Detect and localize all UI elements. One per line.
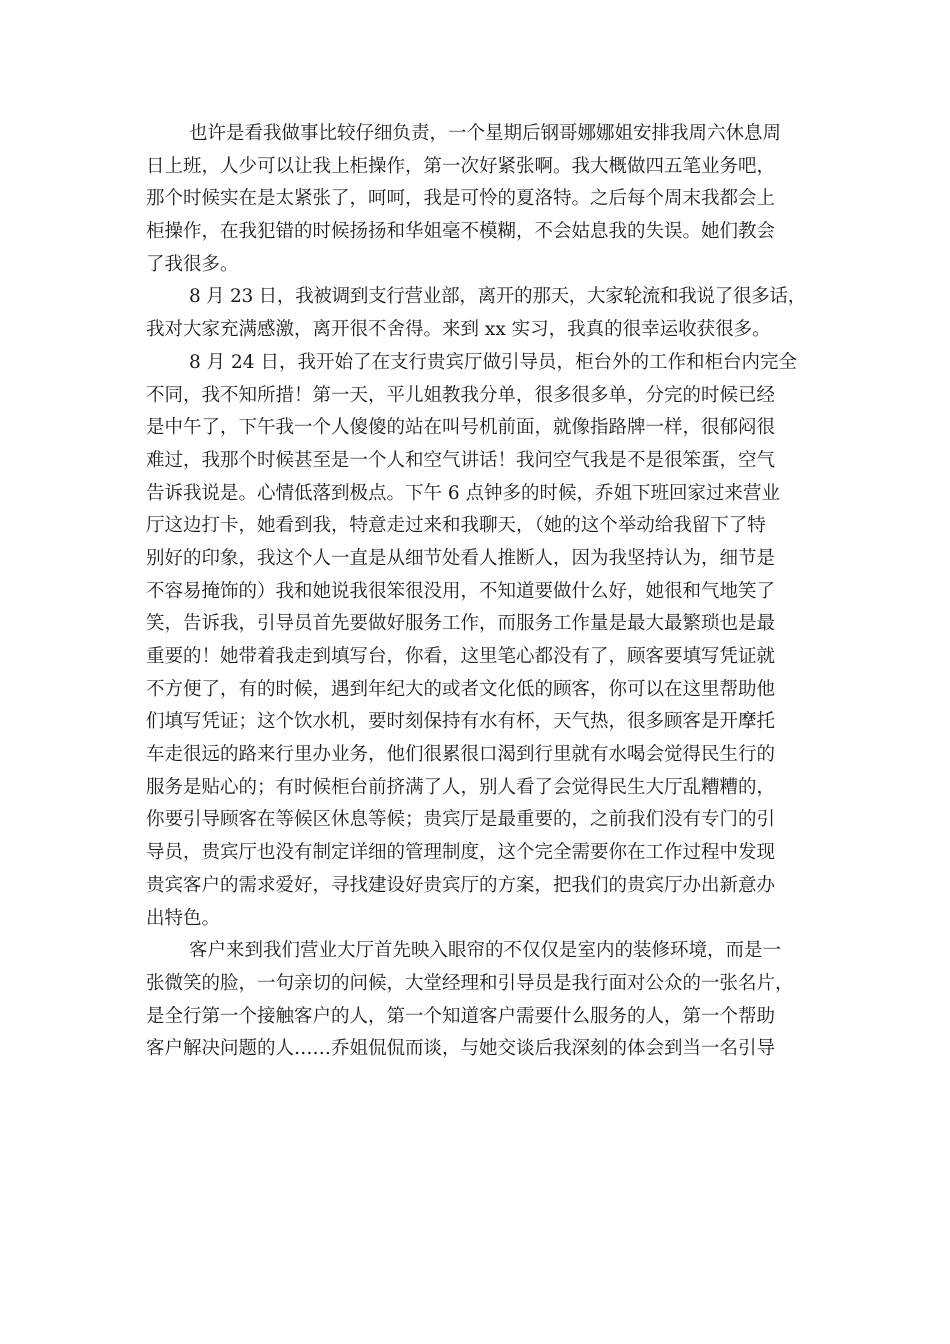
text-line: 难过，我那个时候甚至是一个人和空气讲话！我问空气我是不是很笨蛋，空气: [146, 449, 776, 471]
text-line: 别好的印象，我这个人一直是从细节处看人推断人，因为我坚持认为，细节是: [146, 547, 776, 569]
text-line: 笑，告诉我，引导员首先要做好服务工作，而服务工作量是最大最繁琐也是最: [146, 613, 776, 635]
text-line: 贵宾客户的需求爱好，寻找建设好贵宾厅的方案，把我们的贵宾厅办出新意办: [146, 874, 776, 896]
text-line: 导员，贵宾厅也没有制定详细的管理制度，这个完全需要你在工作过程中发现: [146, 842, 776, 864]
text-line: 是全行第一个接触客户的人，第一个知道客户需要什么服务的人，第一个帮助: [146, 1005, 776, 1027]
text-line: 了我很多。: [146, 253, 239, 275]
text-line: 8 月 23 日，我被调到支行营业部，离开的那天，大家轮流和我说了很多话，: [189, 286, 806, 308]
text-line: 车走很远的路来行里办业务，他们很累很口渴到行里就有水喝会觉得民生行的: [146, 744, 776, 766]
text-line: 那个时候实在是太紧张了，呵呵，我是可怜的夏洛特。之后每个周末我都会上: [146, 188, 776, 210]
text-line: 不方便了，有的时候，遇到年纪大的或者文化低的顾客，你可以在这里帮助他: [146, 678, 776, 700]
text-line: 不容易掩饰的）我和她说我很笨很没用，不知道要做什么好，她很和气地笑了: [146, 580, 776, 602]
text-line: 我对大家充满感激，离开很不舍得。来到 xx 实习，我真的很幸运收获很多。: [146, 319, 771, 341]
text-line: 厅这边打卡，她看到我，特意走过来和我聊天，（她的这个举动给我留下了特: [146, 515, 766, 537]
text-line: 你要引导顾客在等候区休息等候；贵宾厅是最重要的，之前我们没有专门的引: [146, 809, 776, 831]
text-line: 服务是贴心的；有时候柜台前挤满了人，别人看了会觉得民生大厅乱糟糟的，: [146, 776, 776, 798]
text-line: 也许是看我做事比较仔细负责，一个星期后钢哥娜娜姐安排我周六休息周: [189, 123, 782, 144]
text-line: 客户解决问题的人……乔姐侃侃而谈，与她交谈后我深刻的体会到当一名引导: [146, 1038, 776, 1060]
text-line: 柜操作，在我犯错的时候扬扬和华姐毫不模糊，不会姑息我的失误。她们教会: [146, 221, 776, 243]
text-line: 们填写凭证；这个饮水机，要时刻保持有水有杯，天气热，很多顾客是开摩托: [146, 711, 776, 733]
text-line: 张微笑的脸，一句亲切的问候，大堂经理和引导员是我行面对公众的一张名片，: [146, 972, 794, 994]
document-body: [146, 118, 806, 1066]
text-line: 是中午了，下午我一个人傻傻的站在叫号机前面，就像指路牌一样，很郁闷很: [146, 417, 776, 439]
text-line: 客户来到我们营业大厅首先映入眼帘的不仅仅是室内的装修环境，而是一: [189, 940, 782, 962]
text-line: 出特色。: [146, 907, 221, 929]
text-line: 不同，我不知所措！第一天，平儿姐教我分单，很多很多单，分完的时候已经: [146, 384, 776, 406]
text-line: 重要的！她带着我走到填写台，你看，这里笔心都没有了，顾客要填写凭证就: [146, 646, 776, 667]
text-line: 告诉我说是。心情低落到极点。下午 6 点钟多的时候，乔姐下班回家过来营业: [146, 482, 781, 504]
text-line: 日上班，人少可以让我上柜操作，第一次好紧张啊。我大概做四五笔业务吧，: [146, 155, 776, 177]
text-line: 8 月 24 日，我开始了在支行贵宾厅做引导员，柜台外的工作和柜台内完全: [189, 351, 797, 373]
